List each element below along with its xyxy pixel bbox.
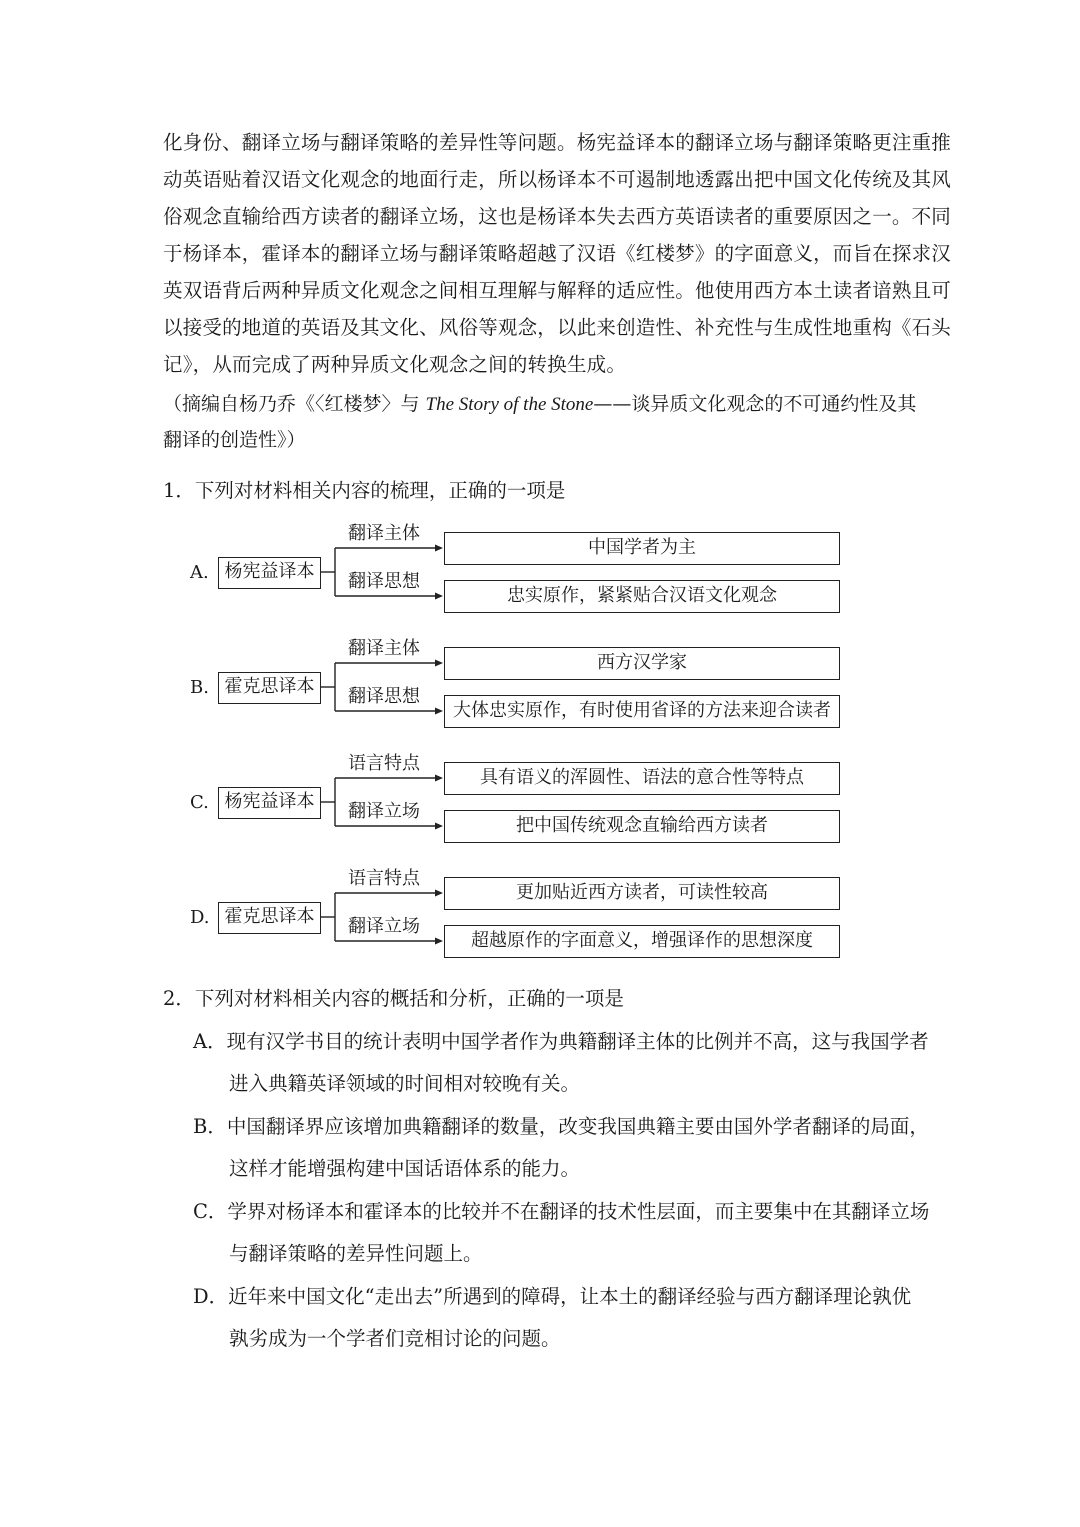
source-prefix: （摘编自杨乃乔《〈红楼梦〉与 (163, 393, 426, 415)
result-box: 把中国传统观念直输给西方读者 (444, 810, 840, 843)
source-title-en: The Story of the Stone (425, 394, 594, 415)
question-2-stem: 2．下列对材料相关内容的概括和分析，正确的一项是 (163, 987, 624, 1010)
branch-label: 翻译立场 (348, 801, 420, 822)
source-citation (163, 392, 923, 417)
result-box: 忠实原作，紧紧贴合汉语文化观念 (444, 580, 840, 613)
option-letter: B. (190, 677, 209, 698)
branch-label: 翻译思想 (348, 571, 420, 592)
translation-subject-box: 杨宪益译本 (218, 557, 321, 589)
branch-label: 翻译主体 (348, 638, 420, 659)
branch-label: 语言特点 (348, 868, 420, 889)
passage-line: 化身份、翻译立场与翻译策略的差异性等问题。杨宪益译本的翻译立场与翻译策略更注重推 (163, 131, 952, 154)
translation-subject-box: 霍克思译本 (218, 672, 321, 704)
passage-line: 于杨译本，霍译本的翻译立场与翻译策略超越了汉语《红楼梦》的字面意义，而旨在探求汉 (163, 242, 952, 265)
q2-option-a-cont: 进入典籍英译领域的时间相对较晚有关。 (229, 1072, 581, 1095)
result-box: 中国学者为主 (444, 532, 840, 565)
option-letter: D. (190, 907, 210, 928)
passage-line: 英双语背后两种异质文化观念之间相互理解与解释的适应性。他使用西方本土读者谙熟且可 (163, 279, 952, 302)
q2-option-d-cont: 孰劣成为一个学者们竞相讨论的问题。 (229, 1327, 561, 1350)
passage-line: 以接受的地道的英语及其文化、风俗等观念，以此来创造性、补充性与生成性地重构《石头 (163, 316, 952, 339)
source-suffix: ——谈异质文化观念的不可通约性及其 (593, 393, 917, 415)
branch-label: 翻译思想 (348, 686, 420, 707)
result-box: 大体忠实原作，有时使用省译的方法来迎合读者 (444, 695, 840, 728)
passage-line: 记》，从而完成了两种异质文化观念之间的转换生成。 (163, 353, 627, 376)
result-box: 具有语义的浑圆性、语法的意合性等特点 (444, 762, 840, 795)
option-letter: A. (190, 562, 209, 583)
q2-option-b: B．中国翻译界应该增加典籍翻译的数量，改变我国典籍主要由国外学者翻译的局面， (193, 1115, 929, 1138)
q2-option-d: D．近年来中国文化“走出去”所遇到的障碍，让本土的翻译经验与西方翻译理论孰优 (193, 1285, 912, 1308)
q2-option-c: C．学界对杨译本和霍译本的比较并不在翻译的技术性层面，而主要集中在其翻译立场 (193, 1200, 930, 1223)
branch-label: 语言特点 (348, 753, 420, 774)
option-letter: C. (190, 792, 209, 813)
result-box: 超越原作的字面意义，增强译作的思想深度 (444, 925, 840, 958)
q2-option-c-cont: 与翻译策略的差异性问题上。 (229, 1242, 483, 1265)
q2-option-b-cont: 这样才能增强构建中国话语体系的能力。 (229, 1157, 581, 1180)
source-citation-line2: 翻译的创造性》） (163, 429, 306, 451)
passage-line: 俗观念直输给西方读者的翻译立场，这也是杨译本失去西方英语读者的重要原因之一。不同 (163, 205, 952, 228)
result-box: 西方汉学家 (444, 647, 840, 680)
branch-label: 翻译主体 (348, 523, 420, 544)
translation-subject-box: 霍克思译本 (218, 902, 321, 934)
result-box: 更加贴近西方读者，可读性较高 (444, 877, 840, 910)
question-1-stem: 1．下列对材料相关内容的梳理，正确的一项是 (163, 479, 566, 502)
branch-label: 翻译立场 (348, 916, 420, 937)
q1-diagram (190, 517, 850, 962)
q2-option-a: A．现有汉学书目的统计表明中国学者作为典籍翻译主体的比例并不高，这与我国学者 (193, 1030, 929, 1053)
translation-subject-box: 杨宪益译本 (218, 787, 321, 819)
passage-line: 动英语贴着汉语文化观念的地面行走，所以杨译本不可遏制地透露出把中国文化传统及其风 (163, 168, 952, 191)
